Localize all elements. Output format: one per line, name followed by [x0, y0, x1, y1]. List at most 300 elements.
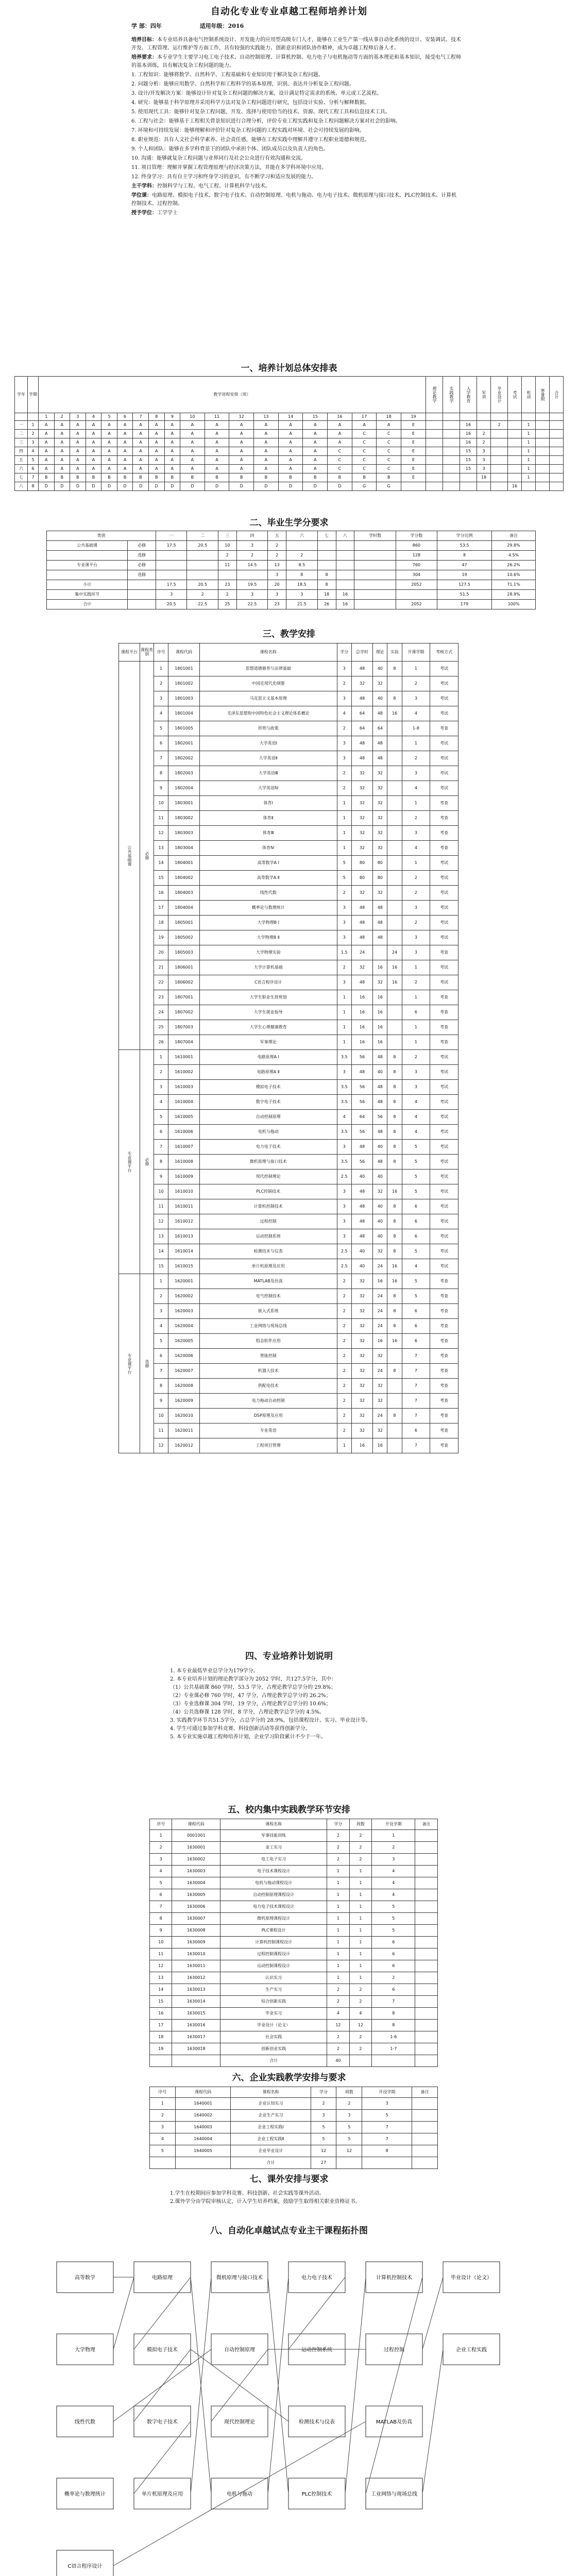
course-node-label: 电力电子技术 — [301, 2275, 332, 2281]
table-row — [119, 1140, 458, 1155]
cell: 16 — [336, 600, 354, 609]
course-node-label: PLC控制技术 — [301, 2492, 332, 2497]
cell: 8 — [154, 766, 168, 781]
cell: B — [278, 473, 303, 482]
cell: 考试 — [430, 751, 458, 766]
cell: 32 — [373, 975, 387, 990]
cell: 大学英语Ⅰ — [199, 736, 337, 751]
cell: 1803004 — [168, 841, 200, 856]
table-row — [150, 1972, 438, 1984]
cell: C — [377, 465, 401, 473]
cell: A — [278, 430, 303, 438]
intro-body: 9. 个人和团队：能够在多学科背景下的团队中承担个体、团队成员以及负责人的角色。 — [131, 146, 329, 152]
cell: 32 — [373, 676, 387, 691]
cell: 16 — [373, 1438, 387, 1453]
cell: 40 — [373, 691, 387, 706]
cell: 1640001 — [175, 2098, 230, 2110]
cell: A — [133, 430, 149, 438]
cell: A — [101, 447, 117, 456]
cell: 1610014 — [168, 1244, 200, 1259]
cell: 过程控制课程设计 — [220, 1948, 327, 1960]
cell — [387, 781, 402, 796]
cell — [336, 541, 354, 551]
cell: 16 — [351, 1020, 372, 1035]
note-line: 3. 实践教学环节共51.5学分，占总学分的 28.9%，包括课程设计、实习、毕业设计等。 — [170, 1718, 371, 1723]
cell: 1 — [522, 438, 536, 447]
cell: 1 — [337, 1005, 351, 1020]
cell: 8 — [387, 1050, 402, 1065]
cell: 32 — [373, 811, 387, 826]
cell: 1807002 — [168, 1005, 200, 1020]
cell: A — [328, 438, 352, 447]
cell: C — [352, 438, 377, 447]
table-row — [119, 1334, 458, 1349]
cell: 32 — [351, 826, 372, 841]
cell: A — [164, 465, 180, 473]
cell: 15 — [460, 456, 477, 465]
section-7-notes — [170, 2190, 458, 2206]
week-number: 16 — [328, 413, 352, 421]
cell: 5 — [337, 871, 351, 886]
cell — [550, 473, 564, 482]
header-cell: 课程代码 — [172, 1819, 220, 1830]
cell: 6 — [154, 1349, 168, 1364]
section-5-title: 五、校内集中实践教学环节安排 — [228, 1805, 350, 1815]
cell: 考试 — [430, 781, 458, 796]
intro-paragraph — [131, 209, 461, 217]
header-cell: 课程代码 — [168, 643, 200, 662]
cell: 18 — [150, 2031, 172, 2043]
cell — [491, 430, 508, 438]
table-row — [150, 1854, 438, 1866]
cell: 13 — [150, 1972, 172, 1984]
cell: 2 — [349, 2043, 371, 2055]
table-row — [119, 1409, 458, 1423]
header-cell: 考核方式 — [430, 643, 458, 662]
cell: A — [86, 430, 101, 438]
cell: 考试 — [430, 1050, 458, 1065]
cell: 16 — [387, 1184, 402, 1199]
cell: E — [401, 447, 426, 456]
cell — [508, 465, 522, 473]
cell: 1 — [349, 1972, 371, 1984]
cell: 企业认知实习 — [231, 2098, 311, 2110]
cell: 32 — [351, 1304, 372, 1319]
cell: 2 — [150, 2110, 176, 2122]
cell: 7 — [402, 1349, 430, 1364]
cell — [443, 473, 460, 482]
cell: 32 — [351, 886, 372, 901]
cell: 24 — [387, 945, 402, 960]
cell: 6 — [402, 1214, 430, 1229]
cell: 48 — [373, 930, 387, 945]
intro-body: 本专业培养具备电气控制系统设计、开发能力的应用型高级专门人才，能够在工业生产第一线从事自动化系统的设计、安装调试、技术开发、工程管理、运行维护等方面工作，具有较强的实践能力、创新意识和团队协作精神，成为卓越工程师后备人才。 — [131, 37, 461, 51]
cell: 思想道德修养与法律基础 — [199, 662, 337, 676]
cell: 1 — [337, 811, 351, 826]
cell: 24 — [373, 1289, 387, 1304]
cell: 三 — [15, 438, 28, 447]
platform-cell: 专业课平台 — [119, 1274, 140, 1453]
table-row — [119, 1095, 458, 1110]
cell — [522, 482, 536, 491]
category-cell: 选修 — [140, 1274, 154, 1453]
cell: 16 — [460, 421, 477, 430]
cell: 32 — [373, 1349, 387, 1364]
table-row — [119, 1125, 458, 1140]
cell — [443, 456, 460, 465]
cell: A — [101, 465, 117, 473]
cell — [336, 2157, 362, 2169]
cell — [412, 2110, 438, 2122]
cell: 嵌入式系统 — [199, 1304, 337, 1319]
cell: 考试 — [430, 975, 458, 990]
cell: 计算机控制课程设计 — [220, 1937, 327, 1948]
table-row — [119, 751, 458, 766]
cell: 1804002 — [168, 871, 200, 886]
cell: 16 — [373, 1035, 387, 1050]
cell: 考试 — [430, 662, 458, 676]
cell: 48 — [351, 930, 372, 945]
header-cell: 实验 — [387, 643, 402, 662]
cell: 1 — [522, 421, 536, 430]
cell: 五 — [15, 456, 28, 465]
header-cell: 入学教育 — [460, 377, 477, 413]
cell: MATLAB及仿真 — [199, 1274, 337, 1289]
cell: 1630006 — [172, 1901, 220, 1913]
cell: 考查 — [430, 945, 458, 960]
cell: 2 — [402, 916, 430, 930]
cell: D — [254, 482, 279, 491]
cell: 1 — [337, 841, 351, 856]
table-row — [119, 1199, 458, 1214]
cell — [187, 551, 218, 561]
cell: C — [328, 447, 352, 456]
cell — [415, 1972, 438, 1984]
cell: 2 — [187, 590, 218, 600]
table-row — [150, 1842, 438, 1854]
cell: 32 — [351, 1379, 372, 1394]
cell: A — [133, 456, 149, 465]
cell: 1620011 — [168, 1423, 200, 1438]
cell: B — [180, 473, 205, 482]
cell: A — [117, 421, 133, 430]
cell: 企业毕业设计 — [231, 2145, 311, 2157]
table-row — [119, 1274, 458, 1289]
cell — [387, 856, 402, 871]
cell — [415, 1877, 438, 1889]
cell: 22.5 — [236, 600, 267, 609]
week-number: 4 — [86, 413, 101, 421]
cell — [443, 421, 460, 430]
cell: 1 — [522, 456, 536, 465]
cell: 3 — [156, 590, 187, 600]
cell — [128, 600, 156, 609]
cell: 1 — [337, 990, 351, 1005]
cell: 6 — [154, 1125, 168, 1140]
cell: 1807004 — [168, 1035, 200, 1050]
table-row — [150, 1960, 438, 1972]
cell: 48 — [373, 916, 387, 930]
cell: A — [180, 447, 205, 456]
header-cell: 课程类别 — [140, 643, 154, 662]
table-row — [119, 766, 458, 781]
cell — [412, 2122, 438, 2133]
table-row — [150, 2031, 438, 2043]
cell: 运动控制课程设计 — [220, 1960, 327, 1972]
cell: 1 — [402, 736, 430, 751]
cell: 8 — [387, 1364, 402, 1379]
cell: 1 — [349, 1948, 371, 1960]
cell: A — [86, 421, 101, 430]
cell: 2 — [402, 871, 430, 886]
cell: 军事理论 — [199, 1035, 337, 1050]
cell: 23 — [154, 990, 168, 1005]
cell — [508, 430, 522, 438]
cell — [354, 541, 396, 551]
cell: A — [205, 447, 229, 456]
course-node-label: 模拟电子技术 — [147, 2347, 178, 2353]
cell: 必修 — [128, 541, 156, 551]
cell: 4 — [402, 1110, 430, 1125]
topology-link — [366, 2277, 422, 2494]
cell: 48 — [373, 1080, 387, 1095]
cell: 1 — [337, 796, 351, 811]
cell: 7 — [372, 1996, 415, 2008]
cell: 12 — [154, 1214, 168, 1229]
cell: 大学英语Ⅳ — [199, 781, 337, 796]
cell: 自动控制原理课程设计 — [220, 1889, 327, 1901]
cell: 1620001 — [168, 1274, 200, 1289]
cell: 1-6 — [372, 2031, 415, 2043]
cell: B — [86, 473, 101, 482]
cell: 13 — [154, 1229, 168, 1244]
cell: B — [377, 473, 401, 482]
cell — [477, 482, 491, 491]
table-row — [47, 600, 536, 609]
cell: 48 — [373, 1155, 387, 1170]
cell: 3 — [402, 1065, 430, 1080]
cell: 32 — [373, 886, 387, 901]
cell: 1 — [349, 1877, 371, 1889]
cell: 16 — [351, 990, 372, 1005]
cell: 3 — [477, 456, 491, 465]
cell: 2 — [402, 751, 430, 766]
table-row — [119, 706, 458, 721]
header-cell: 课程平台 — [119, 643, 140, 662]
intro-body: 2. 问题分析：能够应用数学、自然科学和工程科学的基本原理，识别、表达并分析复杂工程问题。 — [131, 81, 354, 87]
cell: 17 — [150, 2020, 172, 2031]
cell: 18 — [317, 590, 336, 600]
section-8-title: 八、自动化卓越试点专业主干课程拓扑图 — [210, 2226, 368, 2236]
cell — [415, 1854, 438, 1866]
cell: 32 — [351, 1289, 372, 1304]
cell: 2 — [327, 2031, 349, 2043]
cell: A — [303, 421, 328, 430]
cell: 3 — [337, 1199, 351, 1214]
table-row — [119, 1080, 458, 1095]
cell: 1803003 — [168, 826, 200, 841]
cell — [415, 1960, 438, 1972]
intro-body: 4. 研究：能够基于科学原理并采用科学方法对复杂工程问题进行研究，包括设计实验、分析与解释数据。 — [131, 100, 370, 106]
header-cell — [443, 413, 460, 421]
cell — [550, 421, 564, 430]
cell: A — [39, 465, 55, 473]
header-cell: 理论 — [373, 643, 387, 662]
cell: 4 — [154, 1095, 168, 1110]
cell: 1640004 — [175, 2133, 230, 2145]
course-node-label: 毕业设计（论文） — [451, 2275, 492, 2281]
cell: 1620004 — [168, 1319, 200, 1334]
note-line: （3）专业选修课 304 学时，19 学分，占理论教学总学分的 10.6%； — [170, 1701, 331, 1707]
cell: 1 — [402, 1035, 430, 1050]
cell: 6 — [372, 1960, 415, 1972]
cell: 18 — [477, 473, 491, 482]
week-number: 13 — [254, 413, 279, 421]
cell: 32 — [351, 960, 372, 975]
cell: 1620005 — [168, 1334, 200, 1349]
cell: 2 — [337, 1379, 351, 1394]
cell: E — [401, 465, 426, 473]
cell: 1 — [522, 473, 536, 482]
cell: 1610004 — [168, 1095, 200, 1110]
cell — [412, 2157, 438, 2169]
cell: 现代控制理论 — [199, 1170, 337, 1184]
cell: 56 — [351, 1095, 372, 1110]
cell — [387, 1379, 402, 1394]
cell: 8 — [387, 1065, 402, 1080]
cell: 7 — [402, 1394, 430, 1409]
cell: 2 — [477, 438, 491, 447]
cell: 1 — [349, 1937, 371, 1948]
cell: 认识实习 — [220, 1972, 327, 1984]
cell: 1 — [402, 960, 430, 975]
cell: 1801005 — [168, 721, 200, 736]
cell: 考查 — [430, 1364, 458, 1379]
cell: 考查 — [430, 1438, 458, 1453]
cell: 32 — [351, 1334, 372, 1349]
cell: C — [352, 447, 377, 456]
cell: A — [148, 421, 164, 430]
table-row — [15, 456, 564, 465]
category-cell: 必修 — [140, 662, 154, 1050]
cell: A — [70, 456, 86, 465]
cell: 考查 — [430, 1409, 458, 1423]
cell: 56 — [351, 1125, 372, 1140]
section-4-notes — [170, 1667, 458, 1741]
cell: 3.5 — [337, 1155, 351, 1170]
cell: 2.5 — [337, 1259, 351, 1274]
cell: 16 — [387, 706, 402, 721]
cell: 四 — [15, 447, 28, 456]
cell: 5 — [336, 2122, 362, 2133]
cell: 2 — [349, 1842, 371, 1854]
cell: 5 — [337, 856, 351, 871]
cell: A — [148, 447, 164, 456]
cell: 毛泽东思想和中国特色社会主义理论体系概论 — [199, 706, 337, 721]
course-node-label: 大学物理 — [75, 2347, 95, 2353]
cell: 1804004 — [168, 901, 200, 916]
cell: 14 — [150, 1984, 172, 1996]
cell: 4 — [337, 706, 351, 721]
table-row — [119, 691, 458, 706]
cell: 4 — [402, 1259, 430, 1274]
cell: 3 — [337, 901, 351, 916]
cell: 12 — [311, 2145, 336, 2157]
header-cell: 一 — [156, 531, 187, 541]
cell: 1805001 — [168, 916, 200, 930]
cell: 56 — [351, 1080, 372, 1095]
cell: 2 — [402, 975, 430, 990]
cell: 24 — [154, 1005, 168, 1020]
cell: 5 — [402, 1289, 430, 1304]
cell — [349, 2055, 371, 2067]
cell: 4 — [154, 706, 168, 721]
header-cell: 课程名称 — [231, 2087, 311, 2098]
topology-link — [422, 2277, 443, 2349]
table-row — [150, 1937, 438, 1948]
cell: 合计 — [220, 2055, 327, 2067]
cell: 100% — [492, 600, 536, 609]
cell: A — [328, 421, 352, 430]
cell — [508, 447, 522, 456]
cell: A — [180, 421, 205, 430]
cell: 16 — [373, 1020, 387, 1035]
note-line: （1）公共基础课 860 学时，53.5 学分，占理论教学总学分的 29.8%； — [170, 1685, 336, 1690]
cell: 1610008 — [168, 1155, 200, 1170]
cell: 16 — [150, 2008, 172, 2020]
table-row — [119, 1349, 458, 1364]
cell: 电子技术课程设计 — [220, 1866, 327, 1877]
cell — [550, 456, 564, 465]
cell: 8 — [387, 1125, 402, 1140]
cell: 304 — [396, 570, 437, 580]
cell: 9 — [154, 1394, 168, 1409]
cell: 考查 — [430, 1304, 458, 1319]
cell: 1640005 — [175, 2145, 230, 2157]
cell: 1 — [349, 1901, 371, 1913]
cell: 考查 — [430, 1035, 458, 1050]
cell: A — [86, 456, 101, 465]
cell: 48 — [351, 1214, 372, 1229]
cell: 9 — [150, 1925, 172, 1937]
header-cell: 八 — [336, 531, 354, 541]
intro-paragraph — [131, 36, 461, 53]
cell: A — [303, 465, 328, 473]
cell: A — [117, 465, 133, 473]
cell: 16 — [373, 960, 387, 975]
cell: 15 — [150, 1996, 172, 2008]
cell: C — [352, 465, 377, 473]
cell: 32 — [373, 1423, 387, 1438]
cell: 大学生职业生涯规划 — [199, 990, 337, 1005]
cell: 48 — [373, 751, 387, 766]
table-row — [150, 1948, 438, 1960]
table-header — [150, 2087, 438, 2098]
week-number: 12 — [229, 413, 254, 421]
cell: 3 — [236, 541, 267, 551]
table-row — [150, 1877, 438, 1889]
cell: A — [303, 447, 328, 456]
cell — [491, 447, 508, 456]
cell: 2 — [337, 721, 351, 736]
intro-paragraph — [131, 117, 461, 126]
table-row — [150, 2110, 438, 2122]
table-row — [119, 1304, 458, 1319]
cell: 40 — [351, 1244, 372, 1259]
week-number: 2 — [54, 413, 70, 421]
cell: 48 — [373, 901, 387, 916]
cell: 1802002 — [168, 751, 200, 766]
